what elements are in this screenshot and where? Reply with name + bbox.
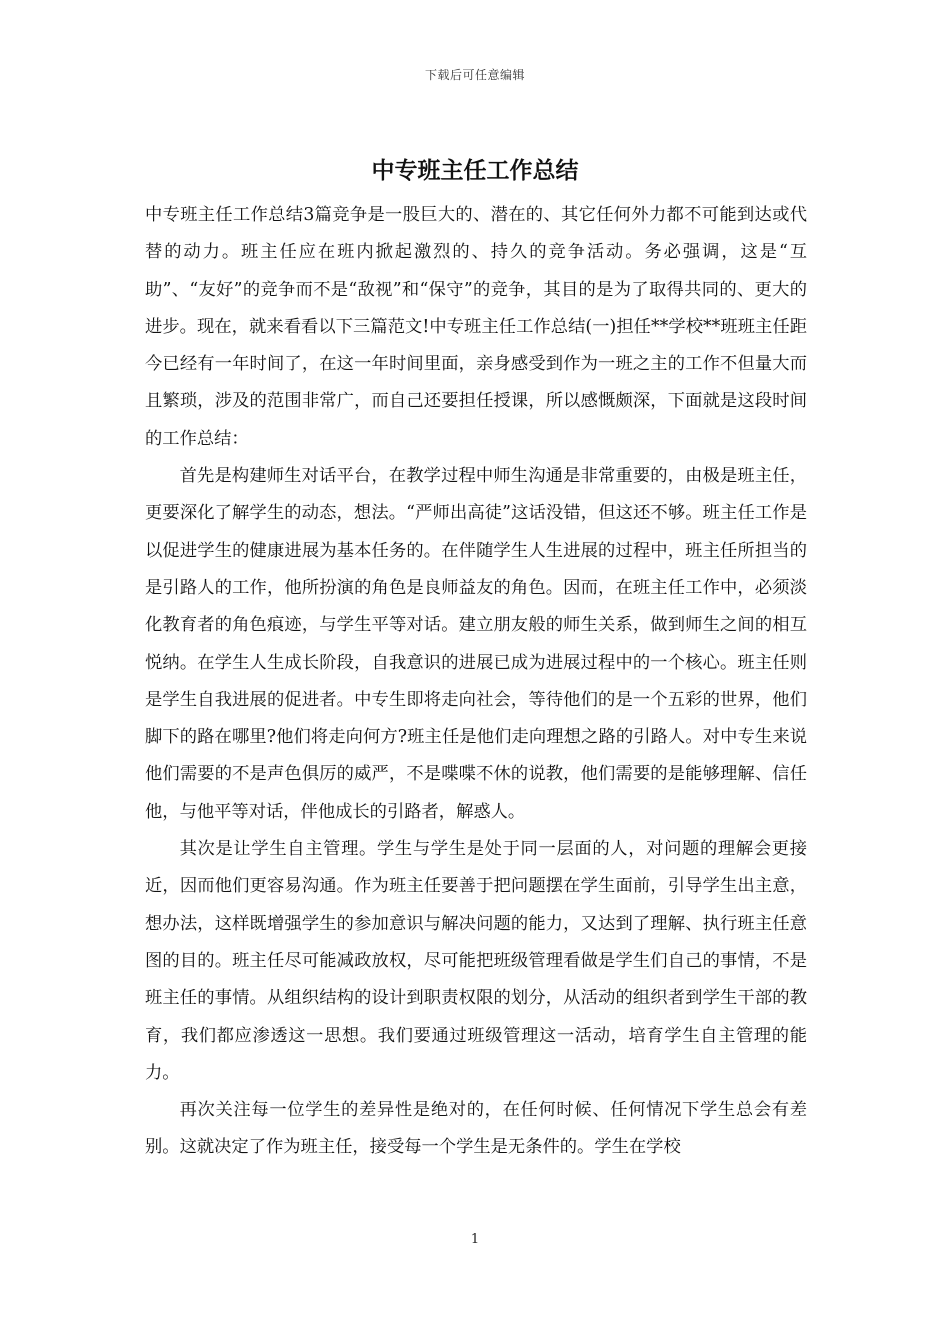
document-body [145, 197, 807, 1167]
page-header-note: 下载后可任意编辑 [424, 68, 525, 82]
paragraph-intro: 中专班主任工作总结3篇竞争是一股巨大的、潜在的、其它任何外力都不可能到达或代替的动力。班主任应在班内掀起激烈的、持久的竞争活动。务必强调，这是“互助”、“友好”的竞争而不是“敌视”和“保守”的竞争，其目的是为了取得共同的、更大的进步。现在，就来看看以下三篇范文!中专班主任工作总结(一)担任**学校**班班主任距今已经有一年时间了，在这一年时间里面，亲身感受到作为一班之主的工作不但量大而且繁琐，涉及的范围非常广，而自己还要担任授课，所以感慨颇深，下面就是这段时间的工作总结： [145, 205, 807, 449]
document-title: 中专班主任工作总结 [371, 157, 579, 184]
page-number: 1 [470, 1232, 480, 1247]
paragraph-student-differences: 再次关注每一位学生的差异性是绝对的，在任何时候、任何情况下学生总会有差别。这就决定了作为班主任，接受每一个学生是无条件的。学生在学校 [145, 1100, 807, 1158]
paragraph-dialogue-platform: 首先是构建师生对话平台，在教学过程中师生沟通是非常重要的，由极是班主任，更要深化了解学生的动态，想法。“严师出高徒”这话没错，但这还不够。班主任工作是以促进学生的健康进展为基本任务的。在伴随学生人生进展的过程中，班主任所担当的是引路人的工作，他所扮演的角色是良师益友的角色。因而，在班主任工作中，必须淡化教育者的角色痕迹，与学生平等对话。建立朋友般的师生关系，做到师生之间的相互悦纳。在学生人生成长阶段，自我意识的进展已成为进展过程中的一个核心。班主任则是学生自我进展的促进者。中专生即将走向社会，等待他们的是一个五彩的世界，他们脚下的路在哪里?他们将走向何方?班主任是他们走向理想之路的引路人。对中专生来说他们需要的不是声色俱厉的威严，不是喋喋不休的说教，他们需要的是能够理解、信任他，与他平等对话，伴他成长的引路者，解惑人。 [145, 466, 807, 822]
paragraph-self-management: 其次是让学生自主管理。学生与学生是处于同一层面的人，对问题的理解会更接近，因而他们更容易沟通。作为班主任要善于把问题摆在学生面前，引导学生出主意，想办法，这样既增强学生的参加意识与解决问题的能力，又达到了理解、执行班主任意图的目的。班主任尽可能减政放权，尽可能把班级管理看做是学生们自己的事情，不是班主任的事情。从组织结构的设计到职责权限的划分，从活动的组织者到学生干部的教育，我们都应渗透这一思想。我们要通过班级管理这一活动，培育学生自主管理的能力。 [145, 839, 807, 1083]
